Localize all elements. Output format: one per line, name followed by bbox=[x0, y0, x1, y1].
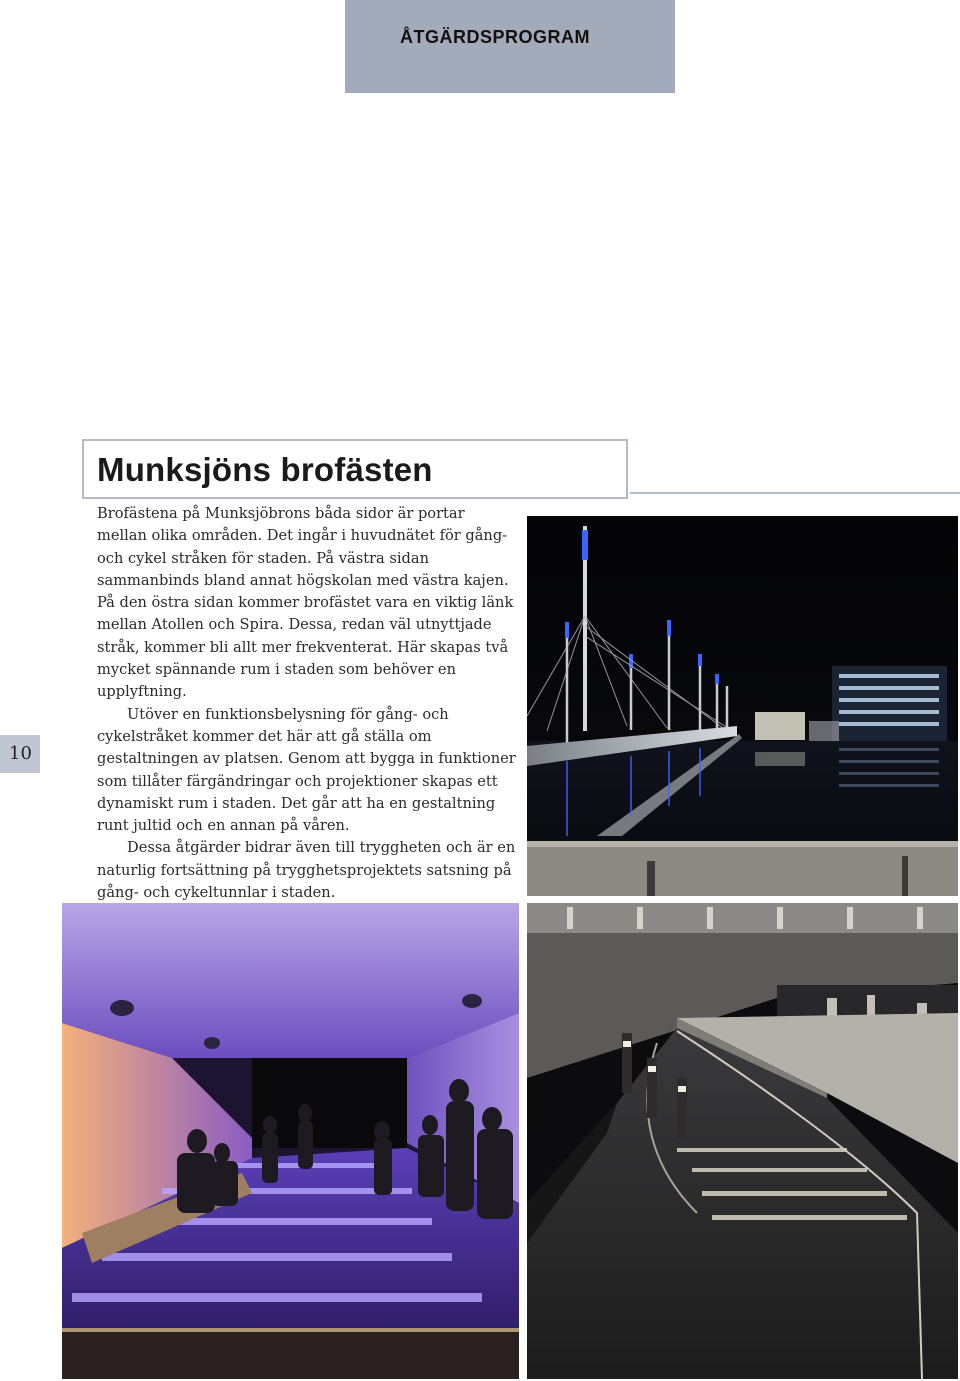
title-rule bbox=[630, 492, 960, 494]
section-label: ÅTGÄRDSPROGRAM bbox=[400, 27, 590, 47]
page-number-box bbox=[0, 735, 40, 773]
article-body bbox=[97, 503, 517, 904]
section-header-tab bbox=[345, 0, 675, 93]
bridge-underpass-path-photo bbox=[527, 903, 958, 1379]
page-title: Munksjöns brofästen bbox=[97, 451, 433, 488]
paragraph: Dessa åtgärder bidrar även till tryggheten och är en naturlig fortsättning på trygghetsprojektets satsning på gång- och cykeltunnlar i staden. bbox=[97, 839, 516, 902]
bridge-night-photo bbox=[527, 516, 958, 896]
tunnel-lighting-photo bbox=[62, 903, 519, 1379]
paragraph: Utöver en funktionsbelysning för gång- och cykelstråket kommer det här att gå ställa om gestaltningen av platsen. Genom att bygga in funktioner som tillåter färgändringar och projektioner skapas ett dynamiskt rum i staden. Det går att ha en gestaltning runt jultid och en annan på våren. bbox=[97, 705, 516, 835]
paragraph: Brofästena på Munksjöbrons båda sidor är portar mellan olika områden. Det ingår i huvudnätet för gång- och cykel stråken för staden. På västra sidan sammanbinds bland annat högskolan med västra kajen. På den östra sidan kommer brofästet vara en viktig länk mellan Atollen och Spira. Dessa, redan väl utnyttjade stråk, kommer bli allt mer frekventerat. Här skapas två mycket spännande rum i staden som behöver en upplyftning. bbox=[97, 505, 514, 701]
page-number: 10 bbox=[9, 743, 32, 764]
